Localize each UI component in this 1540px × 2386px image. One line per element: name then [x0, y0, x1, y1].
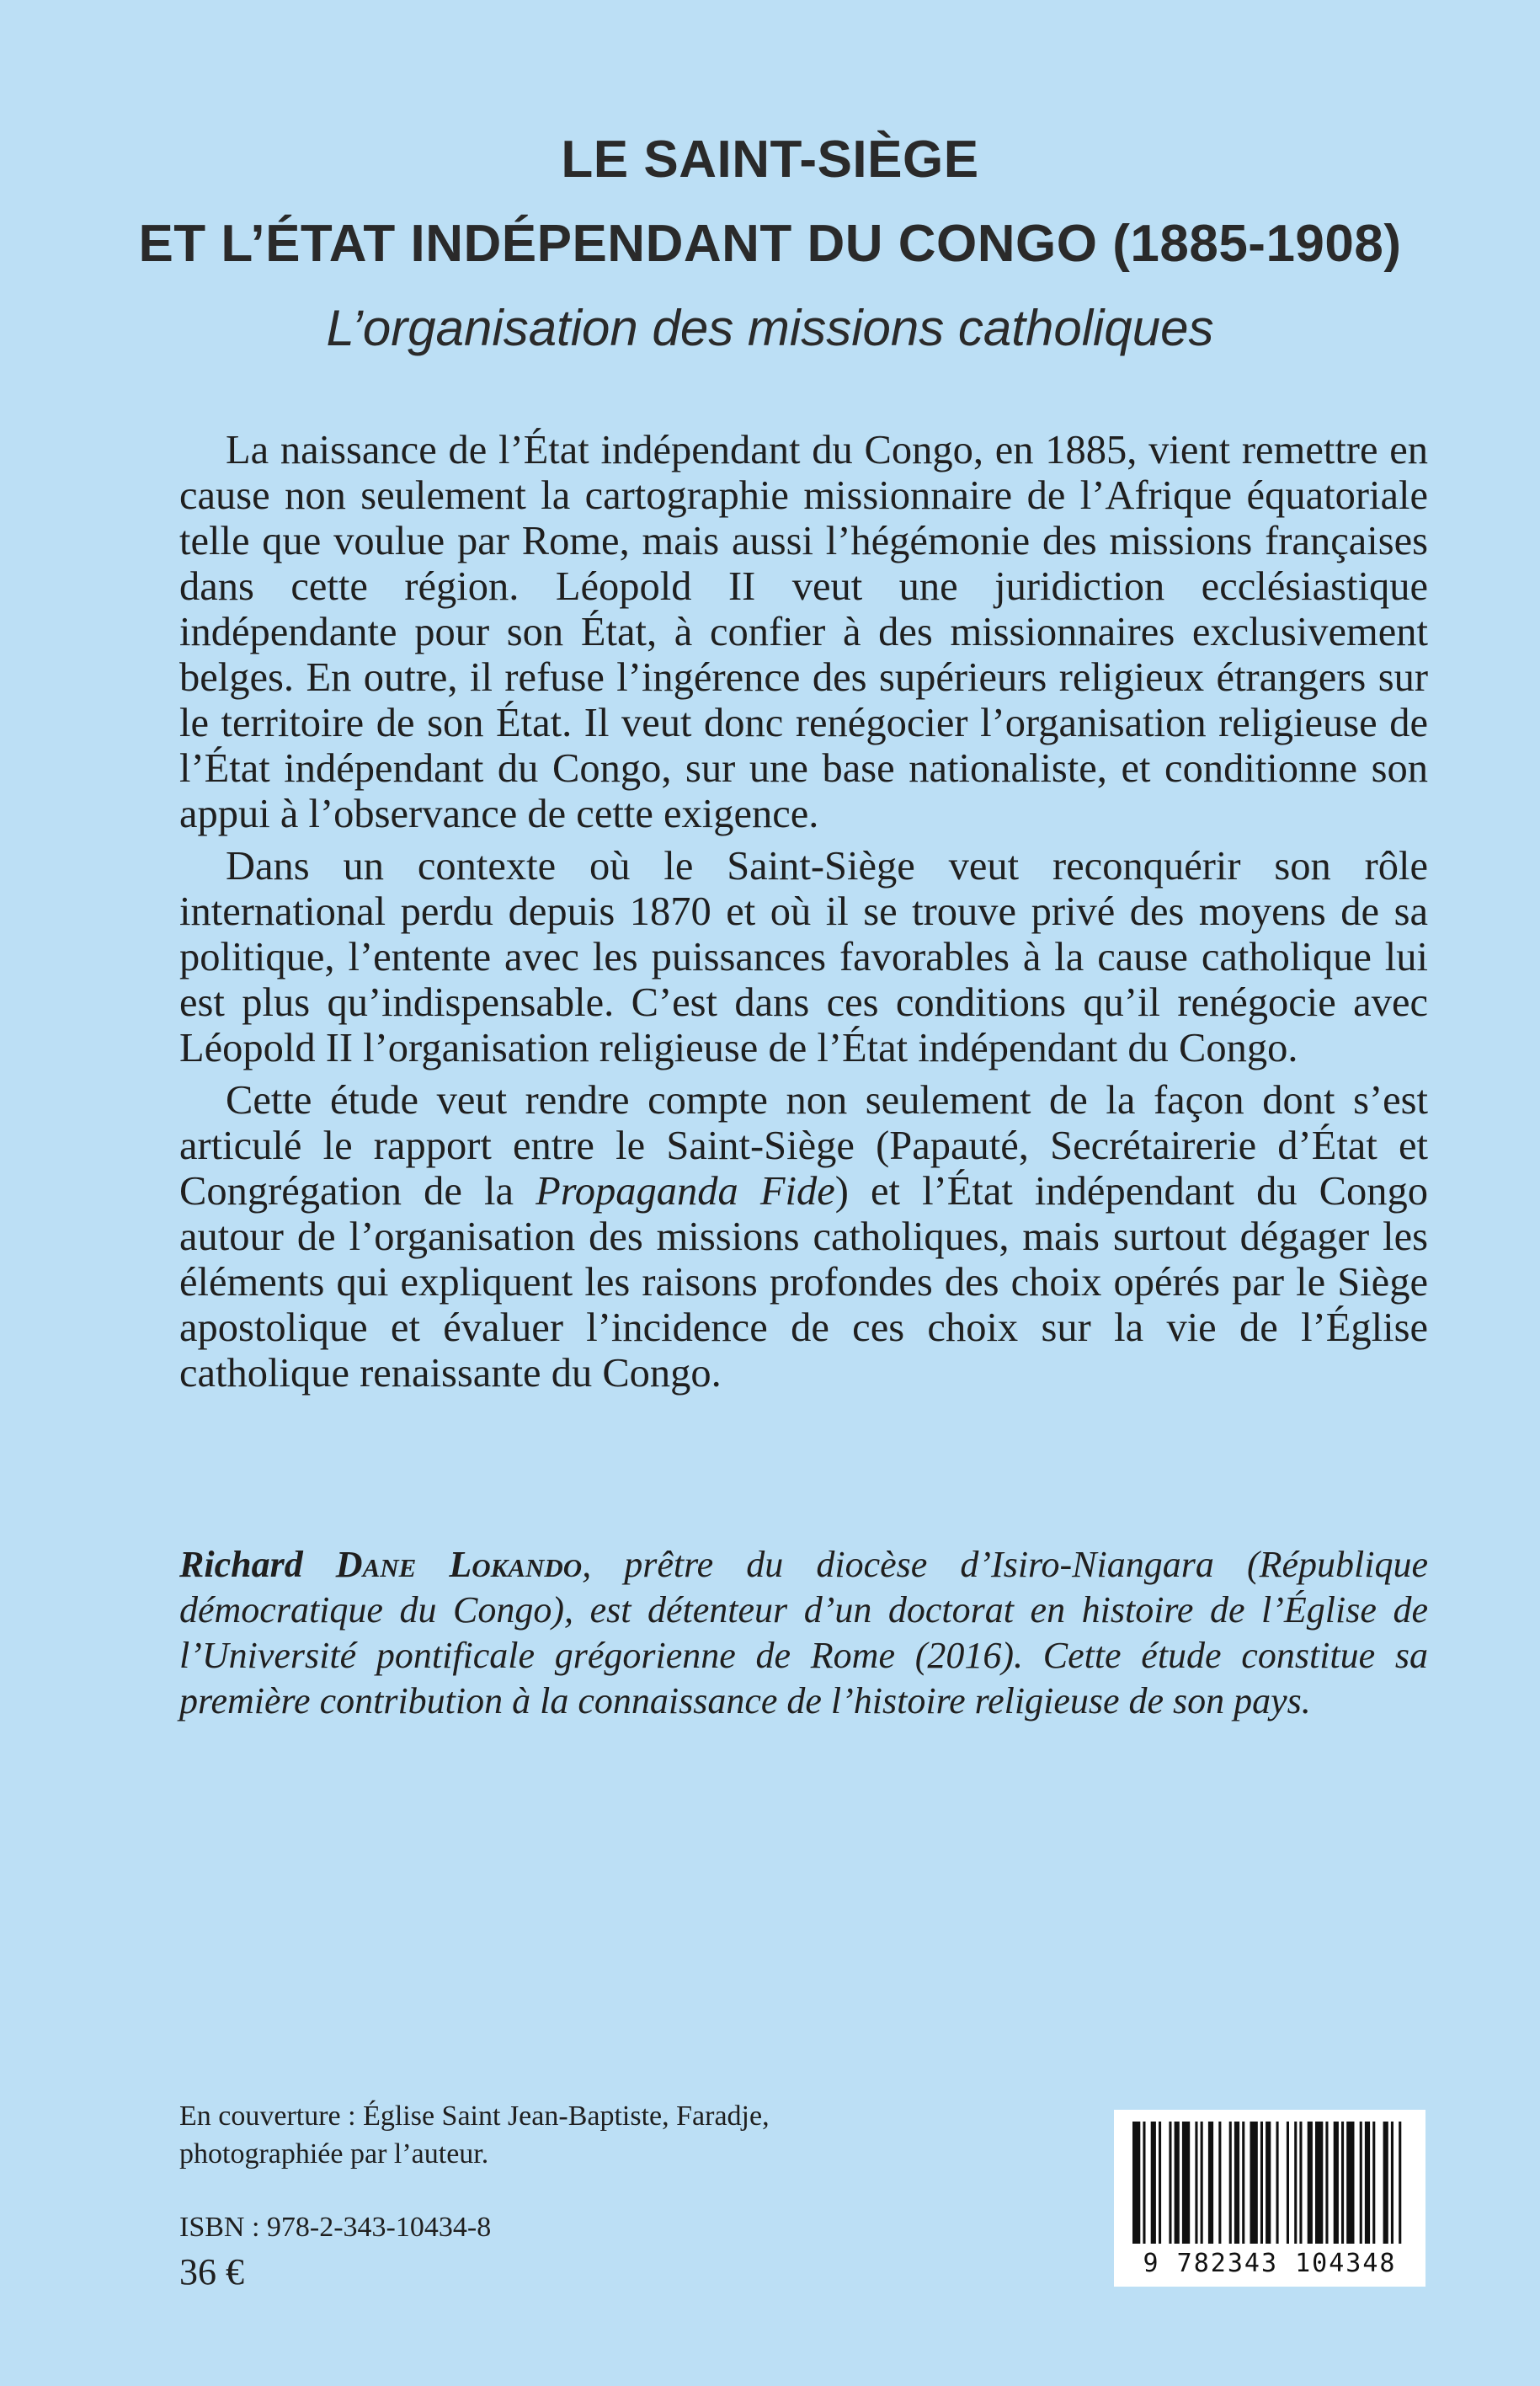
barcode-bar	[1325, 2122, 1328, 2244]
barcode-bar	[1195, 2122, 1197, 2244]
barcode-bar	[1182, 2122, 1190, 2244]
author-first-name: Richard	[179, 1544, 303, 1585]
barcode-bar	[1234, 2122, 1239, 2244]
author-last-name: Dane Lokando	[335, 1544, 583, 1585]
barcode-bar	[1159, 2122, 1161, 2244]
barcode-bar	[1229, 2122, 1232, 2244]
barcode-bar	[1250, 2122, 1258, 2244]
propaganda-fide-title: Propaganda Fide	[536, 1169, 835, 1214]
barcode-bar	[1383, 2122, 1388, 2244]
summary-paragraph-1: La naissance de l’État indépendant du Congo, en 1885, vient remettre en cause non seulement la cartographie missionnaire de l’Afrique équatoriale telle que voulue par Rome, mais aussi l’hégémonie des missions françaises dans cette région. Léopold II veut une juridiction ecclésiastique indépendante pour son État, à confier à des missionnaires exclusivement belges. En outre, il refuse l’ingérence des supérieurs religieux étrangers sur le territoire de son État. Il veut donc renégocier l’organisation religieuse de l’État indépendant du Congo, sur une base nationaliste, et conditionne son appui à l’observance de cette exigence.	[179, 428, 1428, 836]
barcode-bar	[1132, 2122, 1140, 2244]
barcode-bars	[1129, 2122, 1410, 2244]
barcode-bar	[1334, 2122, 1339, 2244]
book-title-line-1: LE SAINT-SIÈGE	[561, 131, 979, 189]
book-subtitle: L’organisation des missions catholiques	[326, 300, 1214, 356]
barcode-bar	[1315, 2122, 1323, 2244]
barcode-bar	[1208, 2122, 1213, 2244]
barcode	[1114, 2110, 1425, 2287]
barcode-bar	[1169, 2122, 1171, 2244]
barcode-bar	[1276, 2122, 1279, 2244]
barcode-bar	[1151, 2122, 1156, 2244]
barcode-bar	[1266, 2122, 1271, 2244]
barcode-bar	[1175, 2122, 1180, 2244]
summary-text	[179, 428, 1428, 1403]
barcode-bar	[1299, 2122, 1302, 2244]
barcode-bar	[1308, 2122, 1313, 2244]
summary-paragraph-3-start: Cette étude veut rendre compte non seulement de la façon dont s’est articulé le rapport entre le Saint-Siège (Papauté, Secrétairerie d’État et Congrégation de la	[179, 1078, 1428, 1214]
summary-paragraph-3	[179, 1078, 1428, 1396]
summary-paragraph-2: Dans un contexte où le Saint-Siège veut reconquérir son rôle international perdu depuis 1870 et où il se trouve privé des moyens de sa politique, l’entente avec les puissances favorables à la cause catholique lui est plus qu’indispensable. C’est dans ces conditions qu’il renégocie avec Léopold II l’organisation religieuse de l’État indépendant du Congo.	[179, 844, 1428, 1070]
author-bio-text: , prêtre du diocèse d’Isiro-Niangara (République démocratique du Congo), est détenteur d’un doctorat en histoire de l’Église de l’Université pontificale grégorienne de Rome (2016). Cette étude constitue sa première contribution à la connaissance de l’histoire religieuse de son pays.	[179, 1544, 1429, 1721]
barcode-digits: 9 782343 104348	[1143, 2249, 1397, 2278]
isbn: ISBN : 978-2-343-10434-8	[179, 2212, 492, 2243]
barcode-bar	[1372, 2122, 1375, 2244]
barcode-bar	[1360, 2122, 1362, 2244]
barcode-bar	[1201, 2122, 1203, 2244]
barcode-bar	[1218, 2122, 1221, 2244]
summary-paragraph-3-end: ) et l’État indépendant du Congo autour de l’organisation des missions catholiques, mais surtout dégager les éléments qui expliquent les raisons profondes des choix opérés par le Siège apostolique et évaluer l’incidence de ces choix sur la vie de l’Église catholique renaissante du Congo.	[179, 1169, 1429, 1396]
author-bio	[179, 1542, 1428, 1724]
barcode-bar	[1260, 2122, 1263, 2244]
barcode-bar	[1287, 2122, 1289, 2244]
barcode-bar	[1143, 2122, 1145, 2244]
barcode-bar	[1294, 2122, 1297, 2244]
barcode-bar	[1242, 2122, 1244, 2244]
barcode-bar	[1341, 2122, 1344, 2244]
barcode-bar	[1391, 2122, 1393, 2244]
barcode-bar	[1365, 2122, 1370, 2244]
barcode-bar	[1399, 2122, 1401, 2244]
price: 36 €	[179, 2251, 244, 2293]
title-block	[0, 118, 1540, 371]
book-title-line-2: ET L’ÉTAT INDÉPENDANT DU CONGO (1885-1908)	[138, 215, 1402, 273]
barcode-bar	[1346, 2122, 1354, 2244]
cover-photo-credit: En couverture : Église Saint Jean-Baptiste, Faradje, photographiée par l’auteur.	[179, 2100, 770, 2170]
